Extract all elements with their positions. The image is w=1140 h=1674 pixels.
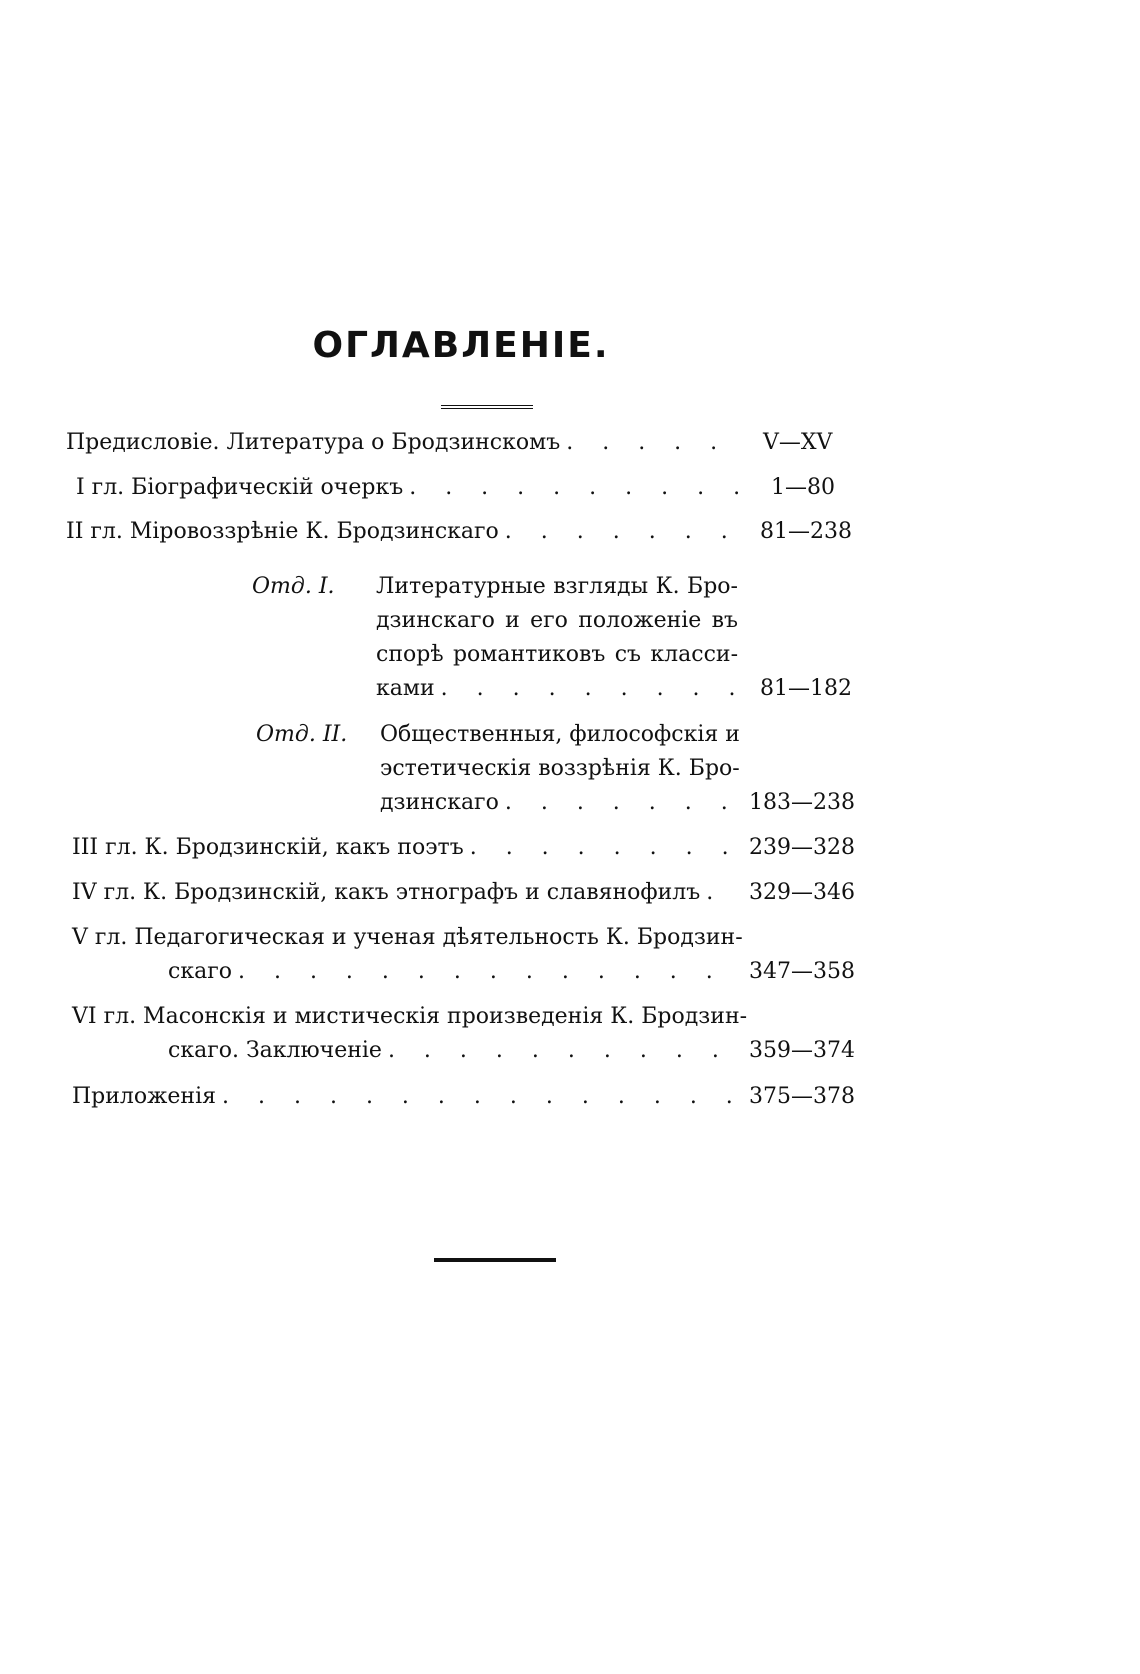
toc-entry-pages: 81—182 <box>760 676 852 701</box>
toc-entry-pages: 329—346 <box>749 880 855 905</box>
toc-entry-chapter-5-cont <box>168 955 738 989</box>
toc-subsection-line: дзинскаго и его положеніе въ <box>376 608 738 633</box>
toc-subsection-label: Отд. II. <box>256 722 348 747</box>
toc-entry-label: Приложенія <box>72 1084 216 1109</box>
toc-entry-pages: 183—238 <box>749 790 855 815</box>
toc-subsection-line: эстетическія воззрѣнія К. Бро- <box>380 756 740 781</box>
toc-subsection-line: Общественныя, философскія и <box>380 722 740 747</box>
toc-entry-label: IV гл. К. Бродзинскій, какъ этнографъ и славянофилъ <box>72 880 701 905</box>
toc-entry-pages: V—XV <box>763 430 833 455</box>
toc-entry-pages: 1—80 <box>771 475 835 500</box>
toc-entry-appendix <box>72 1080 738 1114</box>
toc-entry-pages: 239—328 <box>749 835 855 860</box>
leader-dots <box>238 955 738 989</box>
toc-entry-label: ками <box>376 676 435 701</box>
leader-dots <box>566 426 738 460</box>
leader-dots <box>505 515 738 549</box>
leader-dots <box>222 1080 738 1114</box>
toc-entry-chapter-1 <box>76 471 738 505</box>
toc-entry-label: скаго. Заключеніе <box>168 1038 382 1063</box>
toc-entry-label: I гл. Біографическій очеркъ <box>76 475 404 500</box>
toc-entry-label: дзинскаго <box>380 790 499 815</box>
toc-entry-preface <box>66 426 738 460</box>
toc-entry-pages: 347—358 <box>749 959 855 984</box>
leader-dots <box>706 876 738 910</box>
closing-rule <box>434 1258 556 1262</box>
leader-dots <box>441 672 738 706</box>
leader-dots <box>505 786 738 820</box>
toc-entry-chapter-2 <box>66 515 738 549</box>
toc-subsection-line: спорѣ романтиковъ съ класси- <box>376 642 738 667</box>
toc-entry-label: Предисловіе. Литература о Бродзинскомъ <box>66 430 561 455</box>
leader-dots <box>470 831 738 865</box>
toc-entry-pages: 375—378 <box>749 1084 855 1109</box>
toc-subsection-line: Литературные взгляды К. Бро- <box>376 574 738 599</box>
page-title: ОГЛАВЛЕНIЕ. <box>312 325 610 366</box>
leader-dots <box>388 1034 738 1068</box>
toc-entry-pages: 359—374 <box>749 1038 855 1063</box>
toc-entry-pages: 81—238 <box>760 519 852 544</box>
toc-entry-chapter-5: V гл. Педагогическая и ученая дѣятельность К. Бродзин- <box>72 925 743 950</box>
toc-entry-chapter-4 <box>72 876 738 910</box>
toc-entry-chapter-3 <box>72 831 738 865</box>
toc-subsection-label: Отд. I. <box>252 574 335 599</box>
toc-entry-label: II гл. Міровоззрѣніе К. Бродзинскаго <box>66 519 499 544</box>
toc-entry-label: III гл. К. Бродзинскій, какъ поэтъ <box>72 835 464 860</box>
toc-entry-chapter-6-cont <box>168 1034 738 1068</box>
toc-entry-label: скаго <box>168 959 232 984</box>
toc-entry-chapter-6: VI гл. Масонскія и мистическія произведенія К. Бродзин- <box>72 1004 748 1029</box>
toc-subsection-last-line <box>376 672 738 706</box>
leader-dots <box>409 471 738 505</box>
toc-subsection-last-line <box>380 786 738 820</box>
